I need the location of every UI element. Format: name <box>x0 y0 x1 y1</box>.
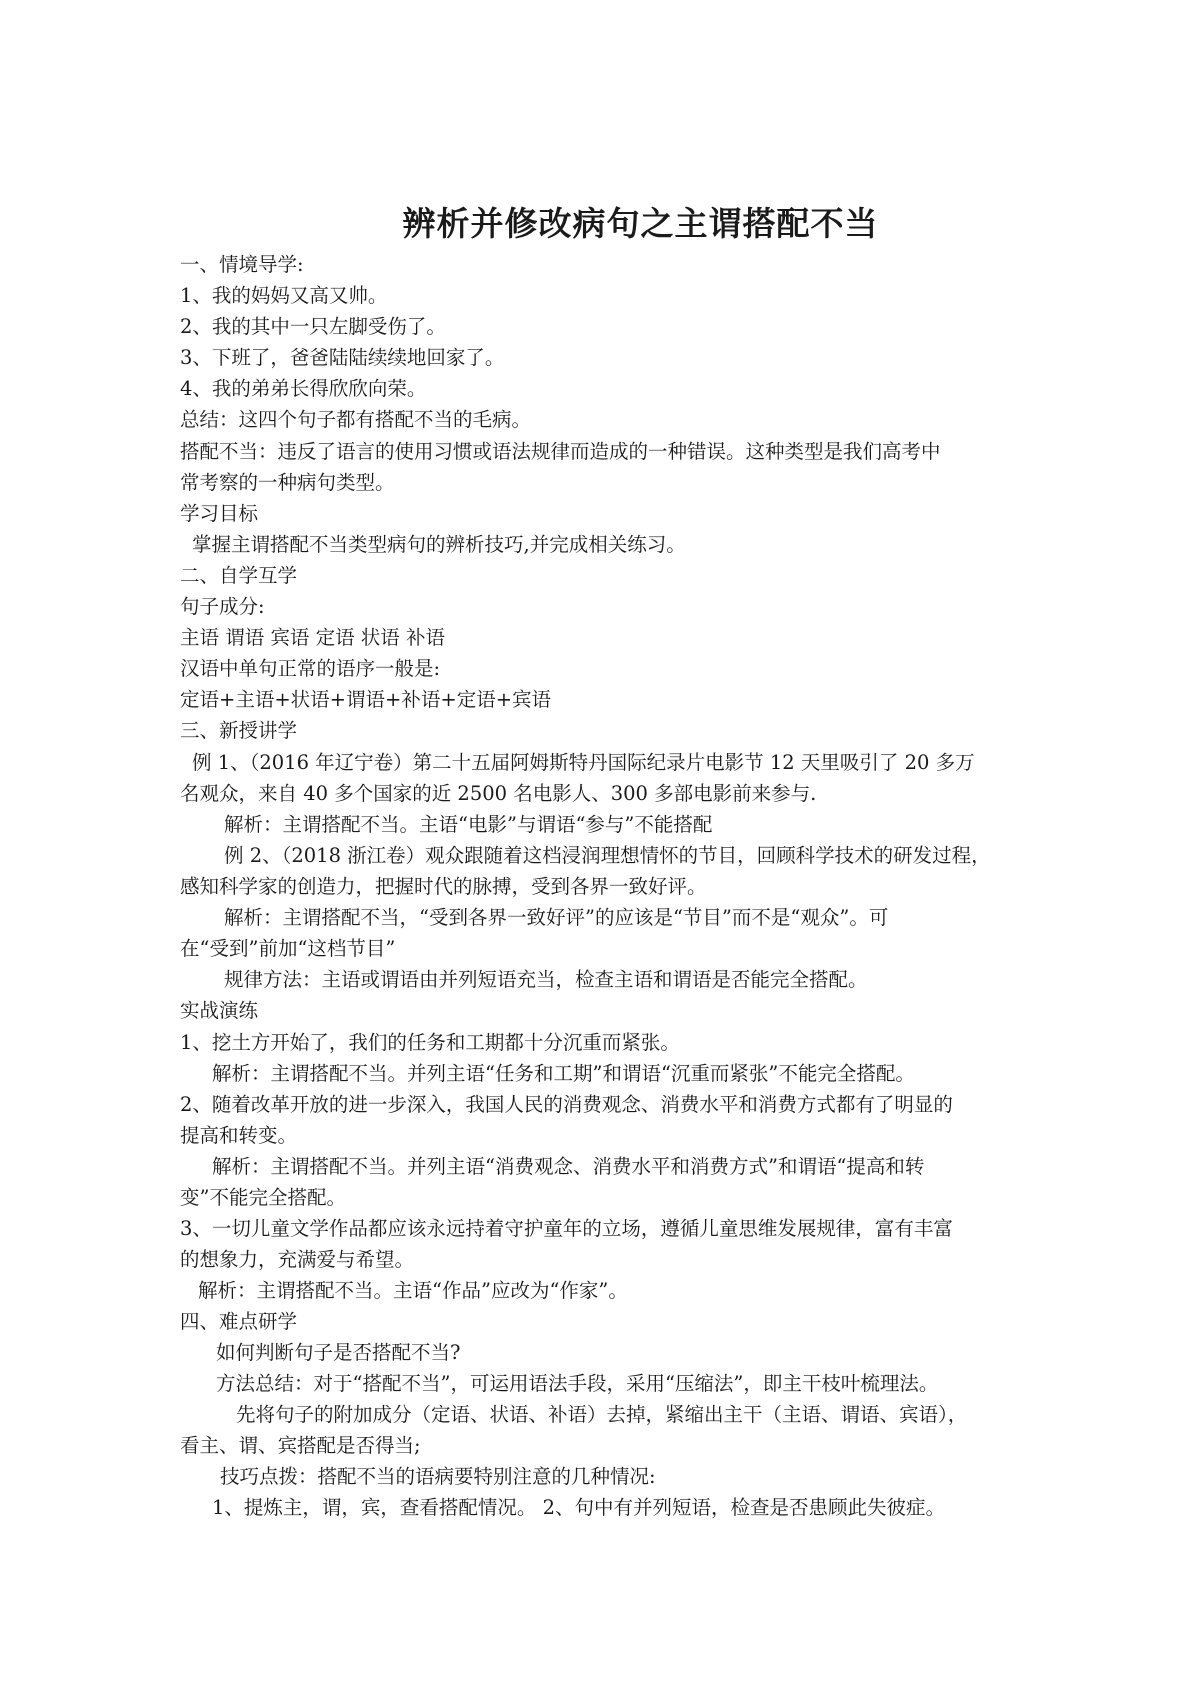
text-line: 总结：这四个句子都有搭配不当的毛病。 <box>180 408 532 431</box>
text-line: 一、情境导学: <box>180 253 304 276</box>
text-line: 1、我的妈妈又高又帅。 <box>180 284 388 307</box>
text-line: 解析：主谓搭配不当，“受到各界一致好评”的应该是“节目”而不是“观众”。可 <box>224 906 889 929</box>
text-line: 三、新授讲学 <box>180 719 298 742</box>
text-line: 在“受到”前加“这档节目” <box>180 937 396 960</box>
text-line: 解析：主谓搭配不当。主语“作品”应改为“作家”。 <box>198 1279 628 1302</box>
text-line: 句子成分: <box>180 595 265 618</box>
text-line: 主语 谓语 宾语 定语 状语 补语 <box>180 626 445 649</box>
text-line: 如何判断句子是否搭配不当? <box>216 1341 461 1364</box>
text-line: 汉语中单句正常的语序一般是: <box>180 657 441 680</box>
text-line: 常考察的一种病句类型。 <box>180 471 395 494</box>
text-line: 例 1、（2016 年辽宁卷）第二十五届阿姆斯特丹国际纪录片电影节 12 天里吸引了 20 多万 <box>192 751 975 774</box>
text-line: 规律方法：主语或谓语由并列短语充当，检查主语和谓语是否能完全搭配。 <box>224 968 868 991</box>
text-line: 名观众，来自 40 多个国家的近 2500 名电影人、300 多部电影前来参与. <box>180 782 817 805</box>
text-line: 4、我的弟弟长得欣欣向荣。 <box>180 377 427 400</box>
text-line: 解析：主谓搭配不当。并列主语“消费观念、消费水平和消费方式”和谓语“提高和转 <box>212 1155 925 1178</box>
text-line: 2、随着改革开放的进一步深入，我国人民的消费观念、消费水平和消费方式都有了明显的 <box>180 1093 953 1116</box>
text-line: 3、一切儿童文学作品都应该永远持着守护童年的立场，遵循儿童思维发展规律，富有丰富 <box>180 1217 953 1240</box>
page-title: 辨析并修改病句之主谓搭配不当 <box>402 204 879 243</box>
text-line: 实战演练 <box>180 999 259 1022</box>
text-line: 解析：主谓搭配不当。并列主语“任务和工期”和谓语“沉重而紧张”不能完全搭配。 <box>212 1062 915 1085</box>
text-line: 例 2、（2018 浙江卷）观众跟随着这档浸润理想情怀的节目，回顾科学技术的研发过程， <box>224 844 991 867</box>
text-line: 学习目标 <box>180 502 259 525</box>
text-line: 的想象力，充满爱与希望。 <box>180 1248 415 1271</box>
text-line: 解析：主谓搭配不当。主语“电影”与谓语“参与”不能搭配 <box>224 813 713 836</box>
text-line: 二、自学互学 <box>180 564 298 587</box>
text-line: 1、提炼主，谓，宾，查看搭配情况。 2、句中有并列短语，检查是否患顾此失彼症。 <box>212 1496 946 1519</box>
text-line: 掌握主谓搭配不当类型病句的辨析技巧,并完成相关练习。 <box>192 533 686 556</box>
text-line: 方法总结：对于“搭配不当”，可运用语法手段，采用“压缩法”，即主干枝叶梳理法。 <box>216 1372 939 1395</box>
text-line: 变”不能完全搭配。 <box>180 1186 346 1209</box>
text-line: 3、下班了，爸爸陆陆续续地回家了。 <box>180 346 505 369</box>
text-line: 看主、谓、宾搭配是否得当; <box>180 1434 421 1457</box>
text-line: 先将句子的附加成分（定语、状语、补语）去掉，紧缩出主干（主语、谓语、宾语）， <box>236 1403 968 1426</box>
text-line: 感知科学家的创造力，把握时代的脉搏，受到各界一致好评。 <box>180 875 707 898</box>
text-line: 四、难点研学 <box>180 1310 298 1333</box>
text-line: 提高和转变。 <box>180 1124 298 1147</box>
text-line: 2、我的其中一只左脚受伤了。 <box>180 315 446 338</box>
text-line: 技巧点拨：搭配不当的语病要特别注意的几种情况: <box>220 1465 656 1488</box>
text-line: 搭配不当：违反了语言的使用习惯或语法规律而造成的一种错误。这种类型是我们高考中 <box>180 440 941 463</box>
text-line: 1、挖土方开始了，我们的任务和工期都十分沉重而紧张。 <box>180 1031 680 1054</box>
text-line: 定语+主语+状语+谓语+补语+定语+宾语 <box>180 688 552 711</box>
